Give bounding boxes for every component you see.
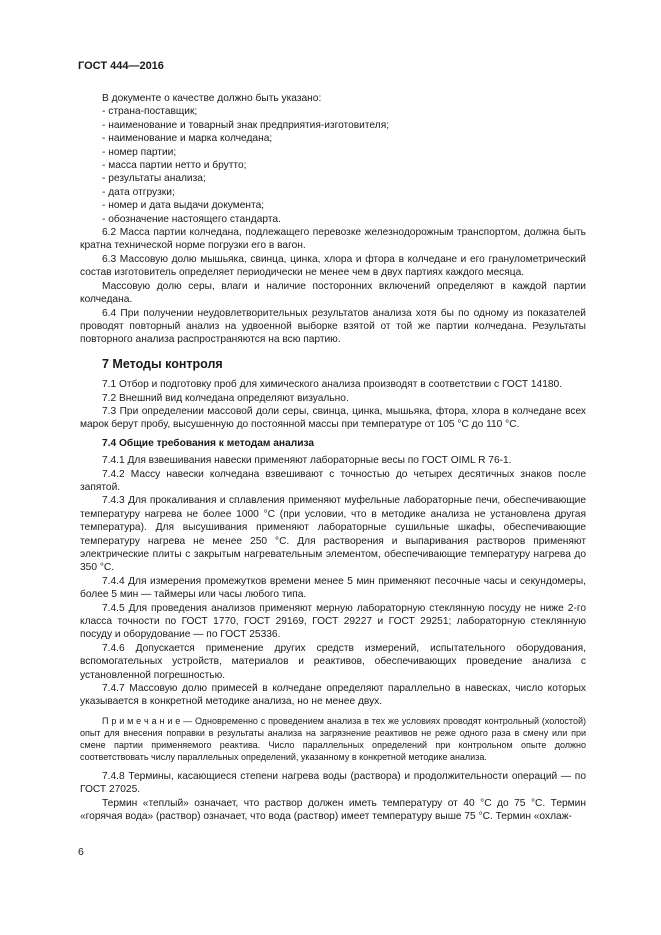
paragraph-terms: Термин «теплый» означает, что раствор должен иметь температуру от 40 °С до 75 °С. Термин «горячая вода» (раствор) означает, что вода (раствор) имеет температуру выше 75 °С. Термин «охлаж- <box>80 797 586 822</box>
page-content <box>80 92 586 823</box>
list-item: - дата отгрузки; <box>102 186 175 198</box>
list-item: - результаты анализа; <box>102 173 206 185</box>
paragraph-7-3: 7.3 При определении массовой доли серы, свинца, цинка, мышьяка, фтора, хлора в колчедане всех марок берут пробу, высушенную до постоянной массы при температуре от 105 °С до 110 °С. <box>80 405 586 431</box>
subsection-heading-7-4: 7.4 Общие требования к методам анализа <box>102 437 315 449</box>
paragraph-7-4-6: 7.4.6 Допускается применение других средств измерений, испытательного оборудования, вспомогательных устройств, материалов и реактивов, обеспечивающих проведение анализа с установленной погрешностью. <box>80 642 586 681</box>
page-number: 6 <box>78 846 84 858</box>
paragraph-7-4-4: 7.4.4 Для измерения промежутков времени менее 5 мин применяют песочные часы и секундомеры, более 5 мин — таймеры или часы любого типа. <box>80 575 586 601</box>
paragraph-6-4: 6.4 При получении неудовлетворительных результатов анализа хотя бы по одному из показателей проводят повторный анализ на удвоенной выборке взятой от той же партии колчедана. Результаты повторного анализа распространяются на всю партию. <box>80 307 586 346</box>
section-heading-7: 7 Методы контроля <box>102 356 223 371</box>
list-item: - страна-поставщик; <box>102 106 198 118</box>
paragraph-6-2: 6.2 Масса партии колчедана, подлежащего перевозке железнодорожным транспортом, должна быть кратна технической норме погрузки его в вагон. <box>80 227 586 252</box>
list-item: - обозначение настоящего стандарта. <box>102 213 281 225</box>
list-item: - наименование и марка колчедана; <box>102 133 273 145</box>
paragraph-6-3: 6.3 Массовую долю мышьяка, свинца, цинка, хлора и фтора в колчедане и его гранулометрический состав изготовитель определяет периодически не менее чем в двух партиях каждого месяца. <box>80 253 586 279</box>
quality-doc-list <box>80 105 586 226</box>
document-header: ГОСТ 444—2016 <box>78 60 164 72</box>
list-item: - номер и дата выдачи документа; <box>102 200 265 212</box>
paragraph-7-1: 7.1 Отбор и подготовку проб для химического анализа производят в соответствии с ГОСТ 14180. <box>102 379 563 391</box>
paragraph-7-4-5: 7.4.5 Для проведения анализов применяют мерную лабораторную стеклянную посуду не ниже 2-го класса точности по ГОСТ 1770, ГОСТ 29169, ГОСТ 29227 и ГОСТ 29251; лабораторную стеклянную посуду и оборудование — по ГОСТ 25336. <box>80 602 586 641</box>
paragraph-7-4-3: 7.4.3 Для прокаливания и сплавления применяют муфельные лабораторные печи, обеспечивающие температуру нагрева не более 1000 °С (при условии, что в методике анализа не установлена другая температура). Для высушивания применяют лабораторные сушильные шкафы, обеспечивающие температуру нагрева не менее 250 °С. Для растворения и выпаривания растворов применяют электрические плиты с закрытым нагревательным элементом, обеспечивающие температуру нагрева до 350 °С. <box>80 495 586 574</box>
list-item: - номер партии; <box>102 146 177 158</box>
paragraph-7-4-1: 7.4.1 Для взвешивания навески применяют лабораторные весы по ГОСТ OIML R 76-1. <box>102 455 512 467</box>
note: П р и м е ч а н и е — Одновременно с проведением анализа в тех же условиях проводят контрольный (холостой) опыт для внесения поправки в результаты анализа на загрязнение реактивов не реже одного раза в смену или при смене партии применяемого реактива. Число параллельных определений при контрольном опыте должно соответствовать числу параллельных определений, указанному в конкретной методике анализа. <box>80 715 586 763</box>
quality-doc-intro: В документе о качестве должно быть указано: <box>102 93 322 104</box>
paragraph-7-2: 7.2 Внешний вид колчедана определяют визуально. <box>102 392 349 404</box>
paragraph-7-4-2: 7.4.2 Массу навески колчедана взвешивают с точностью до четырех десятичных знаков после запятой. <box>80 468 586 493</box>
paragraph-6-3-sulfur: Массовую долю серы, влаги и наличие посторонних включений определяют в каждой партии колчедана. <box>80 280 586 306</box>
list-item: - наименование и товарный знак предприятия-изготовителя; <box>102 119 390 131</box>
list-item: - масса партии нетто и брутто; <box>102 160 247 172</box>
paragraph-7-4-8: 7.4.8 Термины, касающиеся степени нагрева воды (раствора) и продолжительности операций — по ГОСТ 27025. <box>80 770 586 796</box>
paragraph-7-4-7: 7.4.7 Массовую долю примесей в колчедане определяют параллельно в навесках, число которых указывается в конкретной методике анализа, но не менее двух. <box>80 683 586 708</box>
